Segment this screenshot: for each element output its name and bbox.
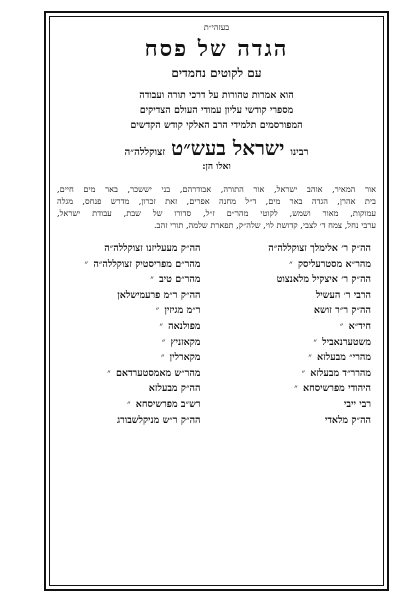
description-line: המפורסמים תלמידי הרב האלקי קודש הקדשים (130, 120, 303, 131)
beezrat-header: בעזהי״ת (203, 23, 230, 32)
rabbi-name: מקאזניץ (170, 336, 201, 348)
rabbi-list (54, 241, 379, 428)
rabbi-entry (60, 272, 231, 288)
rabbi-row (60, 303, 373, 319)
rabbi-name: מקארלין (169, 352, 201, 364)
rabbi-name: היהודי מפרשיסחא (302, 383, 371, 395)
author-line (54, 135, 379, 161)
rabbi-entry (231, 381, 374, 397)
rabbi-entry (60, 397, 231, 413)
rabbi-name: הה״ק ר׳ אלימלך זצוקללה״ה (268, 243, 371, 254)
rabbi-entry (231, 288, 374, 304)
rabbi-name: משטערנאביל (322, 336, 371, 348)
ditto-mark: ״ (126, 398, 131, 410)
rabbi-entry (231, 350, 374, 366)
rabbi-name: מפולנאה (168, 320, 201, 332)
description-line: מספרי קודשי עליון עמודי העולם הצדיקים (139, 105, 294, 116)
rabbi-entry (231, 241, 374, 257)
ditto-mark: ״ (107, 367, 111, 379)
rabbi-entry (60, 288, 231, 304)
rabbi-entry (60, 257, 231, 273)
rabbi-entry (60, 381, 231, 397)
rabbi-entry (231, 413, 374, 429)
ditto-mark: ״ (155, 305, 160, 317)
ditto-mark: ״ (161, 336, 166, 348)
author-prefix: רבינו (290, 147, 309, 158)
rabbi-entry (60, 241, 231, 257)
rabbi-entry (60, 366, 231, 382)
rabbi-entry (231, 319, 374, 335)
sources-line: אור המאיר, אוהב ישראל, אור התורה, אבודרהם, בני יששכר, באר מים חיים, (57, 184, 376, 194)
rabbi-row (60, 241, 373, 257)
ditto-mark: ״ (313, 336, 317, 348)
rabbi-row (60, 272, 373, 288)
rabbi-row (60, 397, 373, 413)
rabbi-name: הה״ק ר״ר זושא (313, 305, 371, 317)
rabbi-name: ר״מ מגיזין (164, 305, 201, 317)
rabbi-entry (231, 272, 374, 288)
rabbi-name: הה״ק מבעלזא (148, 383, 201, 395)
ditto-mark: ״ (160, 352, 165, 364)
sources-line: ערבי נחל, צמח ד׳ לצבי, קדושת לוי, שלה״ק, תפארת שלמה, תורי זהב. (153, 220, 376, 230)
rabbi-name: הה״ק ר״מ פרעמישלאן (117, 289, 201, 301)
rabbi-entry (60, 413, 231, 429)
book-subtitle: עם לקוטים נחמדים (171, 66, 262, 80)
rabbi-name: רש״ב מפרשיסחא (135, 398, 201, 410)
rabbi-entry (231, 397, 374, 413)
rabbi-name: מהר״ם טיב (159, 274, 201, 286)
rabbi-row (60, 366, 373, 382)
rabbi-name: הה״ק ר״ש מניקלשבורג (116, 414, 201, 426)
rabbi-name: הה״ק מעעליזנו זצוקללה״ה (104, 243, 201, 254)
ditto-mark: ״ (339, 320, 344, 332)
rabbi-name: רבי ייבי (343, 398, 371, 410)
rabbi-entry (60, 319, 231, 335)
list-intro: ואלו הן: (202, 162, 231, 172)
rabbi-entry (231, 257, 374, 273)
rabbi-name: מהרי״ מבעלזא (317, 352, 371, 364)
rabbi-name: הרבי ר׳ העשיל (315, 289, 371, 301)
rabbi-row (60, 257, 373, 273)
rabbi-name: הה״ק ר׳ איצקיל מלאנצוט (276, 274, 371, 286)
ditto-mark: ״ (308, 352, 312, 364)
ditto-mark: ״ (84, 258, 89, 270)
rabbi-row (60, 288, 373, 304)
rabbi-name: מהר״ם מפריסטיק זצוקללה״ה (93, 258, 201, 270)
sources-line: בית אהרן, הגדה באר מים, ד״ל מחנה אפרים, זאת זכרון, מדרש פנחס, מגלה (57, 196, 376, 206)
author-suffix: זצוקללה״ה (124, 147, 166, 158)
rabbi-entry (231, 303, 374, 319)
author-name: ישראל בעש״ט (171, 136, 285, 160)
rabbi-entry (60, 303, 231, 319)
rabbi-row (60, 350, 373, 366)
description-line: הוא אמרות טהורות על דרכי תורה ועבודה (139, 90, 294, 101)
ditto-mark: ״ (301, 367, 306, 379)
rabbi-name: מהרר״ד מבעלזא (310, 367, 371, 379)
title-page (54, 20, 379, 582)
ditto-mark: ״ (294, 383, 298, 395)
rabbi-row (60, 381, 373, 397)
rabbi-entry (231, 366, 374, 382)
rabbi-entry (60, 350, 231, 366)
rabbi-row (60, 319, 373, 335)
rabbi-row (60, 413, 373, 429)
sources-line: עמוקות, מאור ושמש, לקוטי מהר״ם ז״ל, סדורו של שבת, עבודת ישראל, (57, 208, 376, 218)
rabbi-entry (231, 335, 374, 351)
rabbi-name: מהר״ש מאמסטערדאם (115, 367, 201, 379)
ditto-mark: ״ (150, 274, 154, 286)
rabbi-name: מהר״א מסטרעליסק (297, 258, 371, 270)
rabbi-entry (60, 335, 231, 351)
ditto-mark: ״ (159, 320, 163, 332)
rabbi-name: הה״ק מלאדי (324, 414, 371, 426)
book-title: הגדה של פסח (144, 36, 289, 62)
ditto-mark: ״ (289, 258, 293, 270)
sources-paragraph (54, 183, 379, 231)
rabbi-name: חיד״א (348, 320, 371, 332)
rabbi-row (60, 335, 373, 351)
